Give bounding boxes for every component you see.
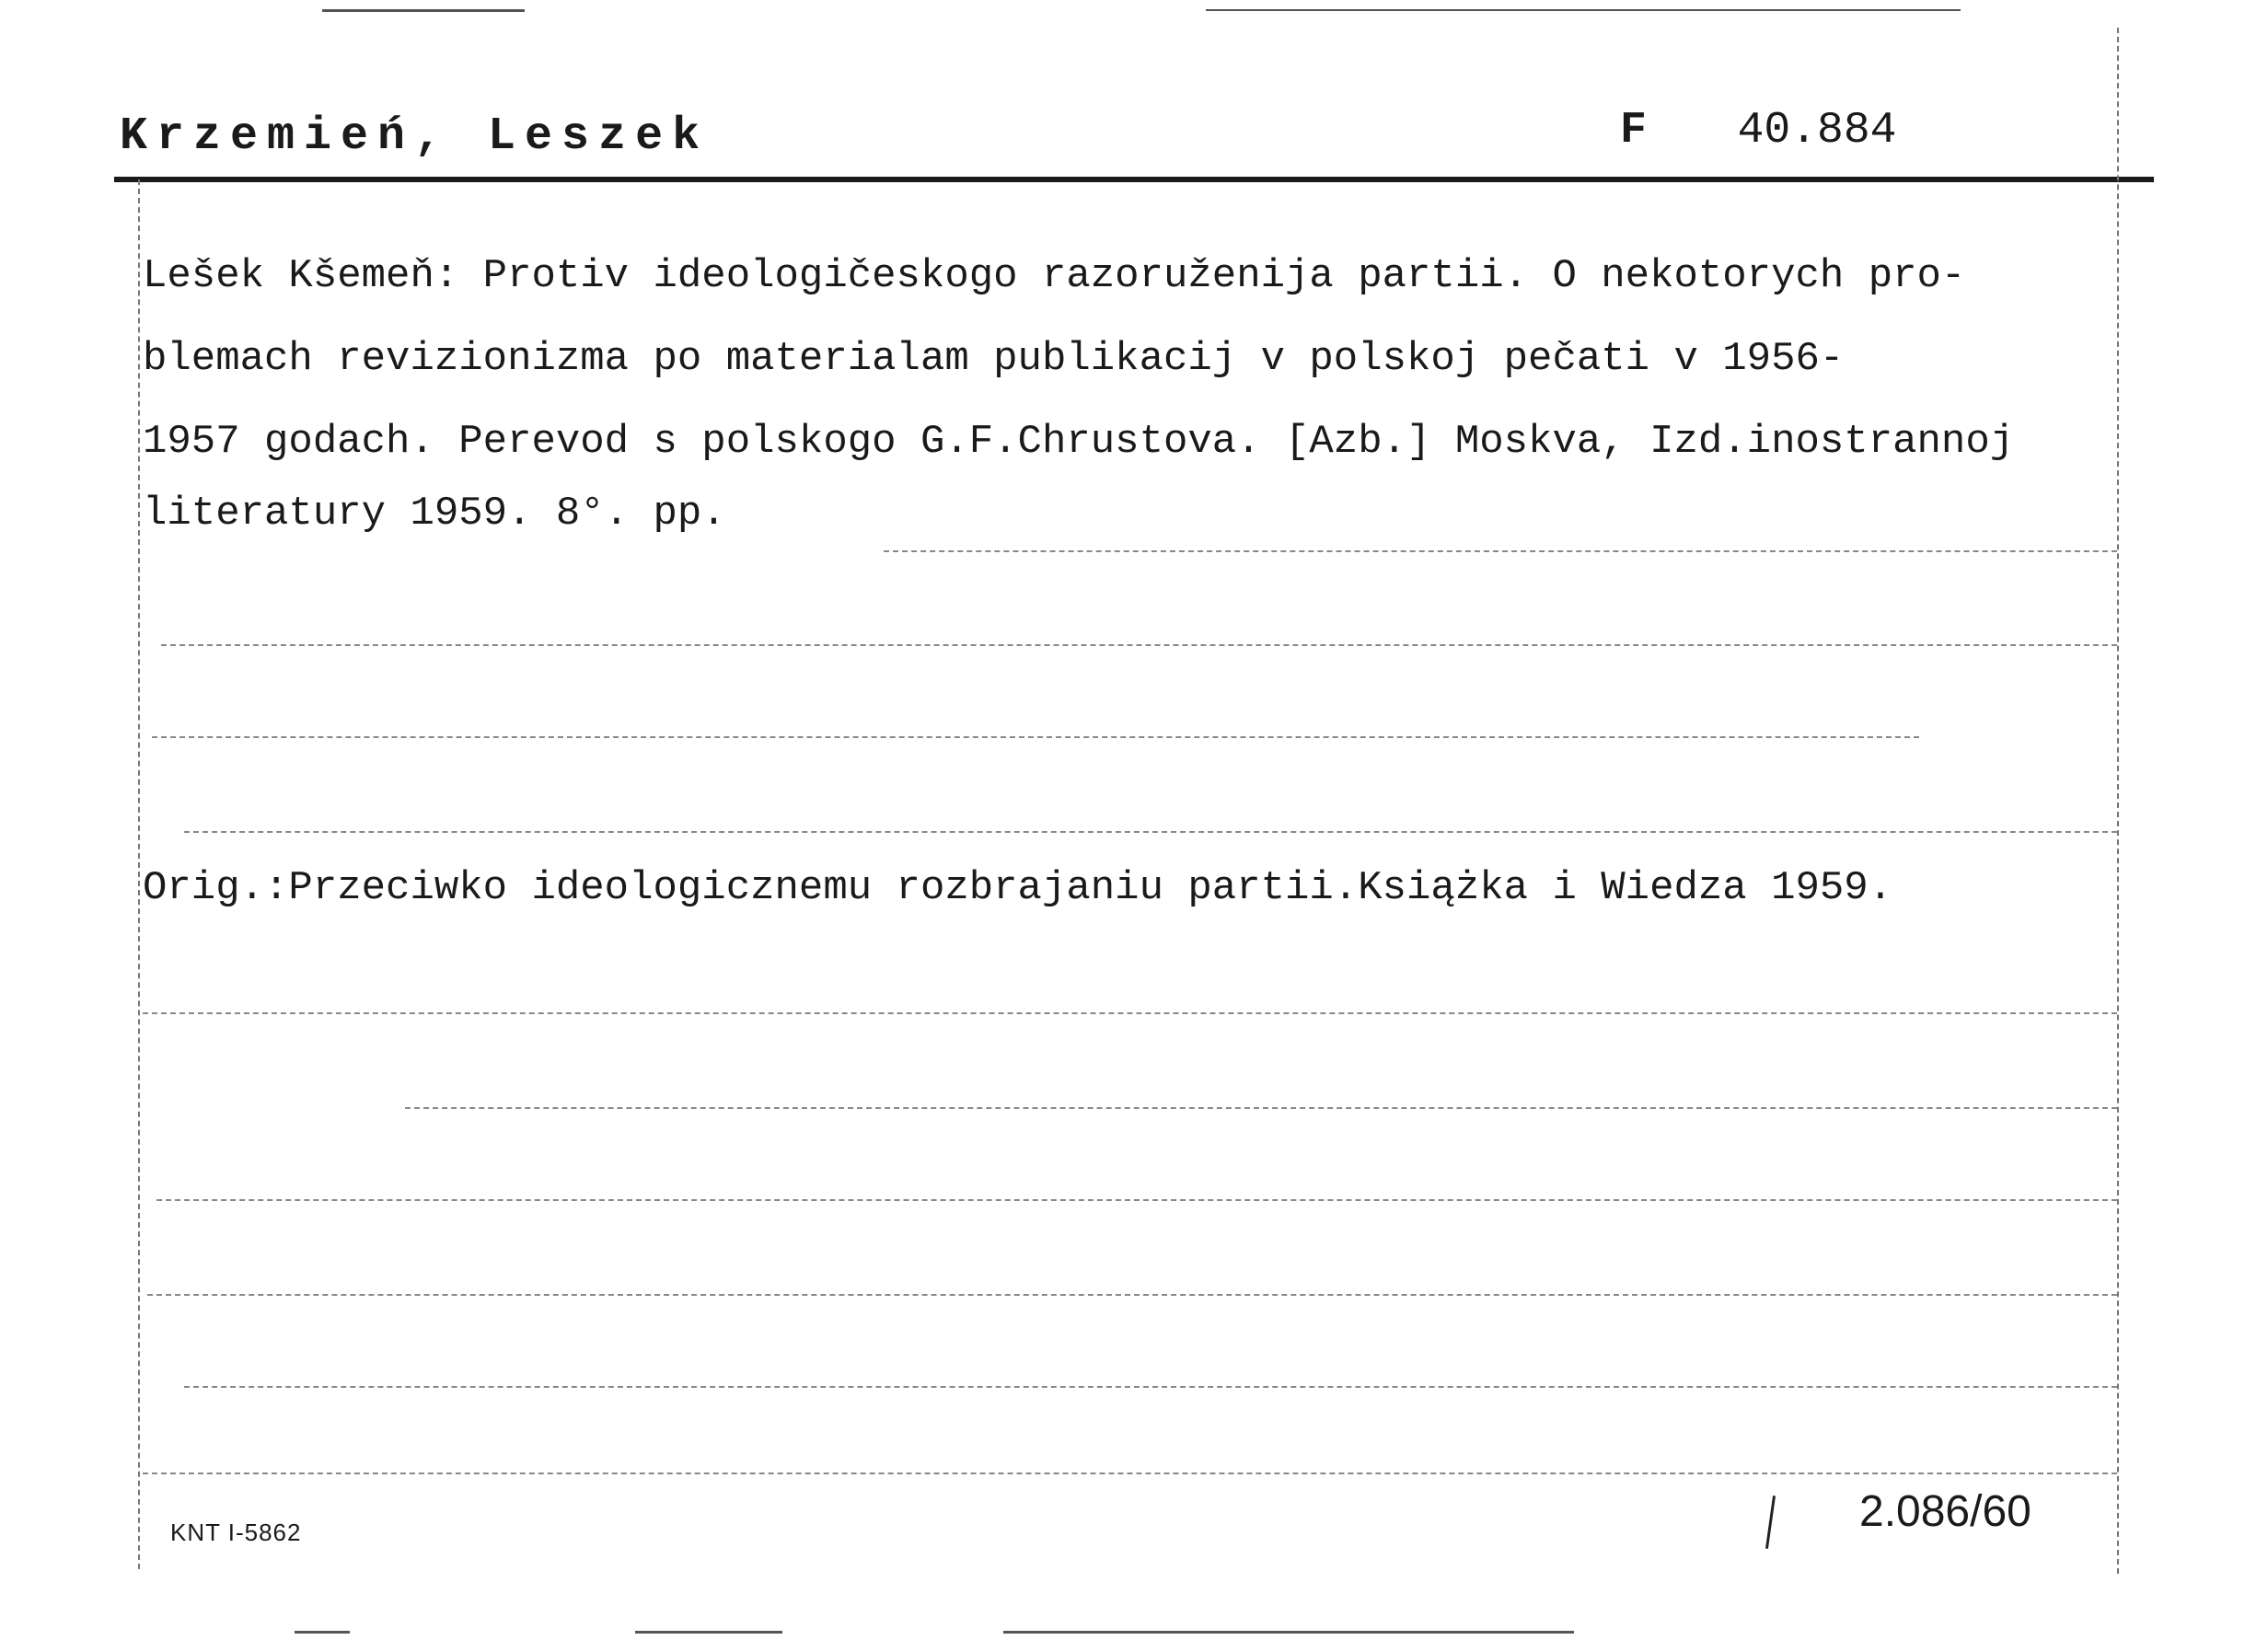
description-line: literatury 1959. 8°. pp. [143,491,726,537]
top-edge-mark [1206,9,1961,11]
bottom-edge-mark [295,1631,350,1634]
shelf-code: F [1620,106,1647,156]
footer-tick-mark [1765,1496,1776,1549]
ruled-line [147,1294,2117,1296]
ruled-line [184,1386,2117,1388]
top-edge-mark [322,9,525,12]
bottom-edge-mark [1003,1631,1574,1634]
bottom-edge-mark [635,1631,782,1634]
heading-author: Krzemień, Leszek [120,110,710,163]
heading-shelf-mark [1620,106,1896,156]
ruled-line [143,1473,2117,1474]
ruled-line [161,644,2117,646]
ruled-line [143,1012,2117,1014]
heading-rule [114,177,2154,182]
description-line: Lešek Kšemeň: Protiv ideologičeskogo razoruženija partii. O nekotorych pro- [143,253,1966,299]
ruled-line [405,1107,2117,1109]
ruled-line [884,550,2117,552]
ruled-line [184,831,2117,833]
description-line: blemach revizionizma po materialam publikacij v polskoj pečati v 1956- [143,336,1845,382]
ruled-line [152,736,1919,738]
original-title: Orig.:Przeciwko ideologicznemu rozbrajaniu partii.Książka i Wiedza 1959. [143,865,1893,911]
left-margin-line [138,179,140,1569]
description-block [143,235,2195,555]
footer-number: 2.086/60 [1859,1487,2031,1536]
right-margin-line [2117,28,2119,1574]
ruled-line [156,1199,2117,1201]
shelf-number: 40.884 [1737,106,1897,156]
description-line: 1957 godach. Perevod s polskogo G.F.Chrustova. [Azb.] Moskva, Izd.inostrannoj [143,419,2015,465]
footer-code: KNT I-5862 [170,1519,302,1546]
